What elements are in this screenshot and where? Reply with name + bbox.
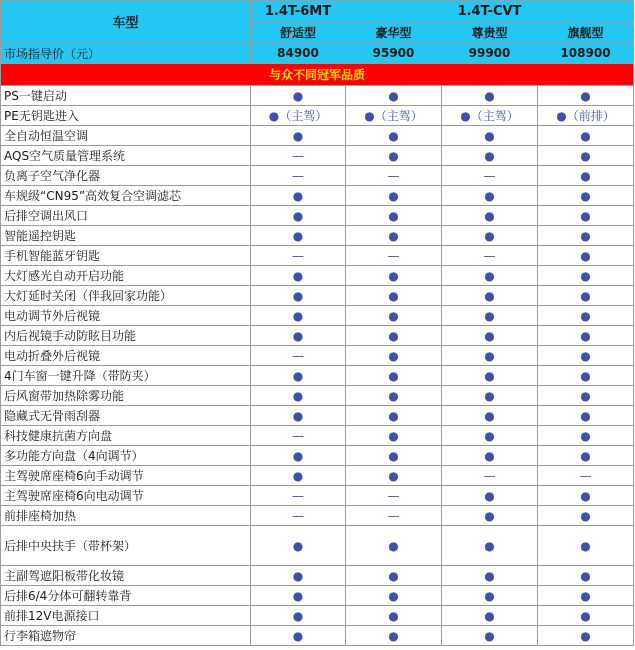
group-header-cvt: 1.4T-CVT: [346, 1, 634, 23]
feature-name: 主副驾遮阳板带化妆镜: [1, 566, 251, 586]
feature-name: 电动折叠外后视镜: [1, 346, 251, 366]
feature-name: AQS空气质量管理系统: [1, 146, 251, 166]
price-value: 99900: [442, 43, 538, 64]
feature-value: ●: [442, 526, 538, 566]
feature-value: ●: [346, 366, 442, 386]
feature-value: ●: [442, 426, 538, 446]
feature-name: 车规级“CN95”高效复合空调滤芯: [1, 186, 251, 206]
feature-name: 智能遥控钥匙: [1, 226, 251, 246]
feature-value: ●: [442, 406, 538, 426]
feature-value: ●: [442, 446, 538, 466]
feature-value: ●: [442, 346, 538, 366]
feature-value: ●: [538, 366, 634, 386]
feature-value: ●（主驾）: [251, 106, 346, 126]
feature-name: PE无钥匙进入: [1, 106, 251, 126]
feature-value: ●: [538, 266, 634, 286]
feature-value: ●: [346, 426, 442, 446]
feature-value: ●: [251, 526, 346, 566]
feature-value: ●: [538, 386, 634, 406]
feature-row: [1, 566, 634, 586]
feature-row: [1, 486, 634, 506]
model-header: 车型: [1, 1, 251, 43]
feature-row: [1, 586, 634, 606]
feature-value: ●: [538, 226, 634, 246]
feature-value: ●: [346, 126, 442, 146]
feature-value: ●: [346, 526, 442, 566]
feature-row: [1, 386, 634, 406]
feature-value: ●: [346, 446, 442, 466]
feature-value: ●: [538, 446, 634, 466]
feature-row: [1, 326, 634, 346]
feature-value: —: [442, 246, 538, 266]
feature-row: [1, 446, 634, 466]
feature-name: 后排空调出风口: [1, 206, 251, 226]
price-value: 95900: [346, 43, 442, 64]
feature-value: ●: [346, 626, 442, 646]
feature-value: ●: [251, 326, 346, 346]
feature-value: —: [251, 486, 346, 506]
feature-value: —: [346, 506, 442, 526]
feature-value: ●: [442, 186, 538, 206]
feature-value: ●: [442, 266, 538, 286]
feature-value: ●（主驾）: [346, 106, 442, 126]
trim-header: 豪华型: [346, 23, 442, 43]
feature-value: ●: [346, 406, 442, 426]
feature-value: ●: [442, 626, 538, 646]
feature-value: ●: [346, 186, 442, 206]
feature-row: [1, 506, 634, 526]
feature-value: —: [442, 166, 538, 186]
feature-value: ●: [346, 386, 442, 406]
feature-value: ●: [251, 286, 346, 306]
feature-row: [1, 286, 634, 306]
trim-header: 舒适型: [251, 23, 346, 43]
feature-value: ●: [346, 586, 442, 606]
feature-row: [1, 626, 634, 646]
feature-row: [1, 166, 634, 186]
feature-value: —: [346, 246, 442, 266]
feature-value: —: [346, 166, 442, 186]
feature-name: 隐藏式无骨雨刮器: [1, 406, 251, 426]
feature-value: ●: [442, 86, 538, 106]
feature-name: 大灯感光自动开启功能: [1, 266, 251, 286]
feature-value: ●: [538, 166, 634, 186]
feature-value: ●（主驾）: [442, 106, 538, 126]
feature-value: ●: [538, 346, 634, 366]
feature-value: —: [251, 246, 346, 266]
feature-row: [1, 186, 634, 206]
feature-name: 行李箱遮物帘: [1, 626, 251, 646]
feature-value: ●: [251, 586, 346, 606]
section-title: 与众不同冠军品质: [1, 64, 634, 86]
feature-row: [1, 406, 634, 426]
feature-row: [1, 146, 634, 166]
feature-name: 电动调节外后视镜: [1, 306, 251, 326]
feature-row: [1, 246, 634, 266]
feature-value: ●: [346, 286, 442, 306]
feature-value: ●: [251, 266, 346, 286]
feature-value: ●: [251, 366, 346, 386]
feature-name: 大灯延时关闭（伴我回家功能）: [1, 286, 251, 306]
feature-row: [1, 106, 634, 126]
feature-value: —: [251, 146, 346, 166]
feature-value: ●: [442, 586, 538, 606]
feature-value: ●: [442, 386, 538, 406]
feature-value: ●: [251, 466, 346, 486]
feature-name: PS一键启动: [1, 86, 251, 106]
feature-row: [1, 466, 634, 486]
feature-name: 后排中央扶手（带杯架）: [1, 526, 251, 566]
feature-value: ●: [538, 246, 634, 266]
feature-value: —: [251, 346, 346, 366]
feature-value: ●: [538, 146, 634, 166]
feature-value: ●: [538, 86, 634, 106]
trim-header: 尊贵型: [442, 23, 538, 43]
feature-value: ●: [251, 606, 346, 626]
feature-value: ●: [538, 626, 634, 646]
feature-value: ●: [442, 126, 538, 146]
feature-value: ●: [251, 186, 346, 206]
feature-value: ●: [346, 346, 442, 366]
price-label: 市场指导价（元）: [1, 43, 251, 64]
feature-row: [1, 366, 634, 386]
feature-row: [1, 346, 634, 366]
feature-value: ●: [538, 126, 634, 146]
feature-value: ●: [251, 226, 346, 246]
feature-value: ●: [346, 86, 442, 106]
feature-row: [1, 206, 634, 226]
feature-row: [1, 606, 634, 626]
group-header-mt: 1.4T-6MT: [251, 1, 346, 23]
feature-name: 前排座椅加热: [1, 506, 251, 526]
feature-value: ●: [346, 326, 442, 346]
feature-name: 主驾驶席座椅6向手动调节: [1, 466, 251, 486]
feature-row: [1, 266, 634, 286]
feature-value: ●: [538, 566, 634, 586]
feature-value: ●: [538, 186, 634, 206]
feature-value: ●: [442, 486, 538, 506]
feature-name: 内后视镜手动防眩目功能: [1, 326, 251, 346]
feature-name: 负离子空气净化器: [1, 166, 251, 186]
feature-row: [1, 126, 634, 146]
feature-row: [1, 226, 634, 246]
feature-name: 多功能方向盘（4向调节）: [1, 446, 251, 466]
feature-row: [1, 306, 634, 326]
feature-value: ●: [538, 206, 634, 226]
feature-value: ●: [538, 606, 634, 626]
feature-value: ●: [251, 386, 346, 406]
feature-value: ●: [251, 406, 346, 426]
feature-value: ●: [442, 506, 538, 526]
feature-value: ●: [442, 306, 538, 326]
feature-row: [1, 526, 634, 566]
feature-value: ●: [538, 486, 634, 506]
feature-name: 全自动恒温空调: [1, 126, 251, 146]
feature-value: ●: [538, 326, 634, 346]
feature-value: ●: [346, 566, 442, 586]
feature-value: ●: [442, 226, 538, 246]
feature-value: ●: [251, 626, 346, 646]
feature-value: ●: [442, 146, 538, 166]
feature-value: ●: [251, 306, 346, 326]
feature-value: —: [442, 466, 538, 486]
feature-name: 手机智能蓝牙钥匙: [1, 246, 251, 266]
feature-value: ●: [251, 446, 346, 466]
feature-name: 前排12V电源接口: [1, 606, 251, 626]
feature-value: ●: [538, 586, 634, 606]
feature-value: ●: [346, 306, 442, 326]
feature-value: ●: [442, 366, 538, 386]
feature-value: ●: [346, 206, 442, 226]
feature-value: —: [346, 486, 442, 506]
feature-value: ●: [442, 206, 538, 226]
feature-value: ●: [346, 606, 442, 626]
feature-value: ●: [442, 286, 538, 306]
feature-name: 科技健康抗菌方向盘: [1, 426, 251, 446]
feature-value: ●: [538, 306, 634, 326]
feature-value: ●: [346, 226, 442, 246]
feature-name: 后风窗带加热除雾功能: [1, 386, 251, 406]
feature-value: —: [251, 166, 346, 186]
feature-value: ●: [346, 466, 442, 486]
feature-name: 后排6/4分体可翻转靠背: [1, 586, 251, 606]
feature-row: [1, 426, 634, 446]
price-value: 84900: [251, 43, 346, 64]
feature-value: ●: [442, 566, 538, 586]
feature-value: —: [251, 426, 346, 446]
trim-header: 旗舰型: [538, 23, 634, 43]
feature-row: [1, 86, 634, 106]
feature-value: —: [251, 506, 346, 526]
feature-name: 4门车窗一键升降（带防夹）: [1, 366, 251, 386]
feature-value: ●: [538, 286, 634, 306]
price-value: 108900: [538, 43, 634, 64]
feature-value: ●: [442, 606, 538, 626]
feature-value: ●: [251, 86, 346, 106]
feature-value: —: [538, 466, 634, 486]
feature-value: ●: [538, 526, 634, 566]
feature-value: ●: [538, 406, 634, 426]
feature-value: ●: [346, 266, 442, 286]
feature-value: ●: [346, 146, 442, 166]
feature-value: ●: [251, 206, 346, 226]
feature-name: 主驾驶席座椅6向电动调节: [1, 486, 251, 506]
feature-value: ●: [538, 426, 634, 446]
feature-value: ●: [442, 326, 538, 346]
feature-value: ●: [251, 126, 346, 146]
feature-value: ●（前排）: [538, 106, 634, 126]
feature-value: ●: [538, 506, 634, 526]
feature-value: ●: [251, 566, 346, 586]
